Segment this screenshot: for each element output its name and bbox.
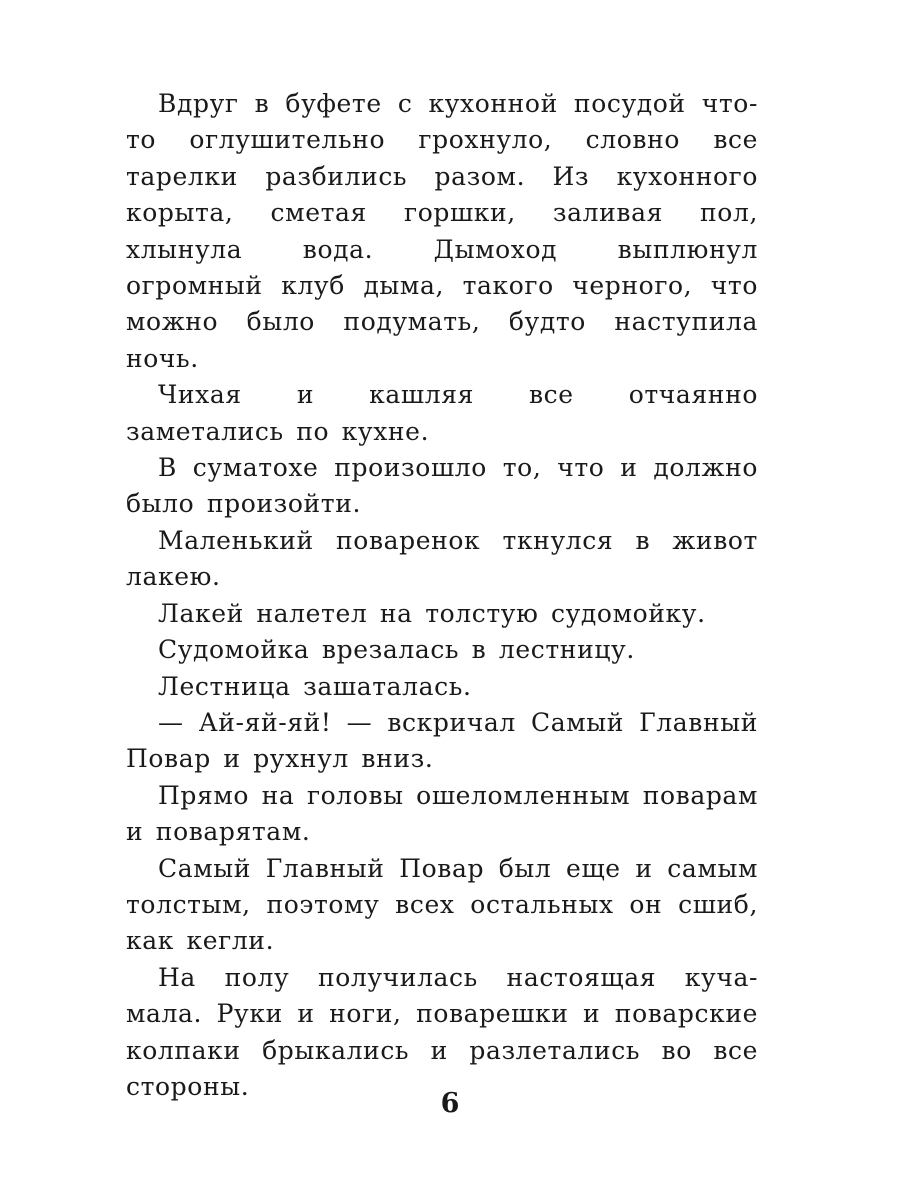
paragraph-11: На полу получилась настоящая куча-мала. Руки и ноги, поварешки и поварские колпаки брыкались и разлетались во все стороны. (126, 962, 758, 1101)
paragraph-4: Маленький поваренок ткнулся в живот лакею. (126, 525, 758, 592)
paragraph-7: Лестница зашаталась. (158, 671, 472, 701)
paragraph-3: В суматохе произошло то, что и должно было произойти. (126, 453, 758, 519)
body-text (126, 86, 758, 1105)
paragraph-8: — Ай-яй-яй! — вскричал Самый Главный Повар и рухнул вниз. (126, 707, 758, 774)
paragraph-2: Чихая и кашляя все отчаянно заметались по кухне. (126, 380, 758, 446)
paragraph-9: Прямо на головы ошеломленным поварам и поварятам. (126, 780, 758, 847)
page-number: 6 (440, 1088, 460, 1119)
paragraph-6: Судомойка врезалась в лестницу. (158, 635, 635, 665)
paragraph-1: Вдруг в буфете с кухонной посудой что-то оглушительно грохнуло, словно все тарелки разбились разом. Из кухонного корыта, сметая горшки, заливая пол, хлынула вода. Дымоход выплюнул огромный клуб дыма, такого черного, что можно было подумать, будто наступила ночь. (126, 89, 758, 373)
paragraph-5: Лакей налетел на толстую судомойку. (158, 598, 706, 628)
paragraph-10: Самый Главный Повар был еще и самым толстым, поэтому всех остальных он сшиб, как кегли. (126, 853, 758, 956)
